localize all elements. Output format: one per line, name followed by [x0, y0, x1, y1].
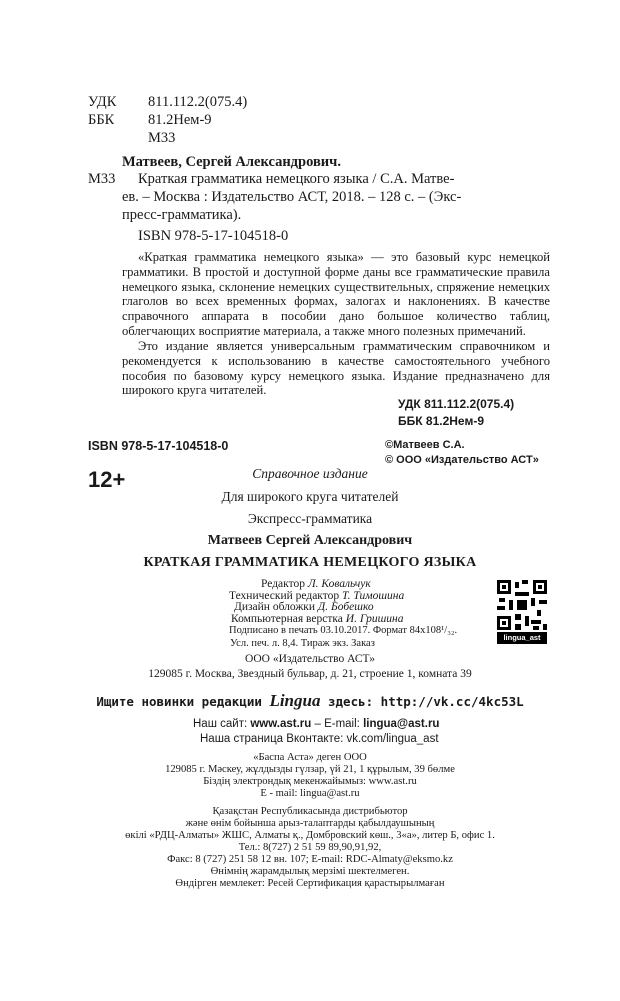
print-info-2: Усл. печ. л. 8,4. Тираж экз. Заказ — [230, 638, 375, 649]
annotation-paragraph-2: Это издание является универсальным грамматическим справочником и рекомендуется к использованию в качестве самостоятельного учебного пособия по базовому курсу немецкого языка. Издание предназначено для широкого круга читателей. — [122, 339, 550, 398]
kz-line: 129085 г. Мәскеу, жұлдызды гүлзар, үй 21, 1 құрылым, 39 бөлме — [165, 764, 455, 775]
print-info-1: Подписано в печать 03.10.2017. Формат 84x108¹/₃₂. — [229, 625, 458, 636]
udk-bottom: УДК 811.112.2(075.4) — [398, 397, 515, 411]
imprint-author: Матвеев Сергей Александрович — [207, 533, 413, 548]
biblio-line-2: ев. – Москва : Издательство АСТ, 2018. – 128 с. – (Экс- — [122, 189, 462, 205]
copyright-publisher: © ООО «Издательство АСТ» — [385, 454, 539, 466]
udk-label: УДК — [88, 94, 117, 110]
kz-line: Біздің электрондық мекенжайымыз: www.ast.ru — [203, 776, 417, 787]
kz-line: «Баспа Аста» деген ООО — [253, 752, 367, 763]
site-link[interactable]: www.ast.ru — [250, 718, 312, 730]
author-mark-left: М33 — [88, 171, 116, 187]
edition-type: Справочное издание — [252, 466, 368, 481]
copyright-author: ©Матвеев С.А. — [385, 439, 465, 451]
biblio-isbn: ISBN 978-5-17-104518-0 — [138, 228, 289, 244]
bbk-bottom: ББК 81.2Нем-9 — [398, 414, 484, 428]
kz-line: Факс: 8 (727) 251 58 12 вн. 107; E-mail: RDC-Almaty@eksmo.kz — [167, 854, 453, 865]
annotation-paragraph-1: «Краткая грамматика немецкого языка» — это базовый курс немецкой грамматики. В простой и доступной форме даны все грамматические правила немецкого языка, склонение немецких существительных, спряжение немецких глаголов во всех временных формах, залогах и наклонениях. В качестве справочного аппарата в пособии дано большое количество таблиц, облегчающих восприятие материала, а также много полезных примечаний. — [122, 250, 550, 338]
credit-row: Редактор Л. Ковальчук — [261, 578, 371, 590]
bbk-value: 81.2Нем-9 — [148, 112, 212, 128]
kz-line: өкілі «РДЦ-Алматы» ЖШС, Алматы қ., Домбровский көш., 3«а», литер Б, офис 1. — [125, 830, 495, 841]
promo-line: Ищите новинки редакции Lingua здесь: http://vk.cc/4kc53L — [96, 691, 524, 710]
series-name: Экспресс-грамматика — [247, 511, 373, 526]
publisher-address: 129085 г. Москва, Звездный бульвар, д. 21, строение 1, комната 39 — [148, 668, 472, 680]
kz-line: Қазақстан Республикасында дистрибьютор — [212, 806, 408, 817]
site-line: Наш сайт: www.ast.ru – E-mail: lingua@ast.ru — [193, 718, 440, 730]
qr-code-icon — [497, 580, 547, 630]
lingua-logo: Lingua — [269, 691, 321, 710]
kz-line: және өнім бойынша арыз-талаптарды қабылдаушының — [185, 818, 435, 829]
credit-row: Технический редактор Т. Тимошина — [229, 589, 405, 602]
audience: Для широкого круга читателей — [221, 489, 399, 504]
author-heading: Матвеев, Сергей Александрович. — [122, 154, 341, 170]
bbk-label: ББК — [88, 112, 115, 128]
age-rating-badge: 12+ — [88, 467, 126, 492]
book-title: КРАТКАЯ ГРАММАТИКА НЕМЕЦКОГО ЯЗЫКА — [143, 555, 477, 570]
isbn-bold: ISBN 978-5-17-104518-0 — [88, 439, 229, 453]
udk-row — [88, 94, 247, 111]
credit-row: Компьютерная верстка И. Гришина — [231, 612, 404, 625]
qr-caption: lingua_ast — [497, 632, 547, 644]
kz-line: E - mail: lingua@ast.ru — [260, 788, 360, 799]
kz-line: Өнімнің жарамдылық мерзімі шектелмеген. — [210, 866, 410, 877]
udk-value: 811.112.2(075.4) — [148, 94, 248, 110]
biblio-line-1: Краткая грамматика немецкого языка / С.А. Матве- — [138, 171, 455, 187]
vk-line: Наша страница Вконтакте: vk.com/lingua_ast — [200, 733, 439, 745]
credits-block — [229, 579, 404, 625]
email-link[interactable]: lingua@ast.ru — [363, 718, 440, 730]
kz-line: Тел.: 8(727) 2 51 59 89,90,91,92, — [238, 842, 382, 853]
biblio-line-3: пресс-грамматика). — [122, 207, 242, 223]
credit-row: Дизайн обложки Д. Бобешко — [234, 601, 374, 613]
bbk-row — [88, 112, 212, 129]
author-mark: М33 — [148, 130, 176, 146]
publisher-name: ООО «Издательство АСТ» — [245, 653, 375, 665]
kz-line: Өндірген мемлекет: Ресей Сертификация қарастырылмаған — [175, 878, 445, 889]
